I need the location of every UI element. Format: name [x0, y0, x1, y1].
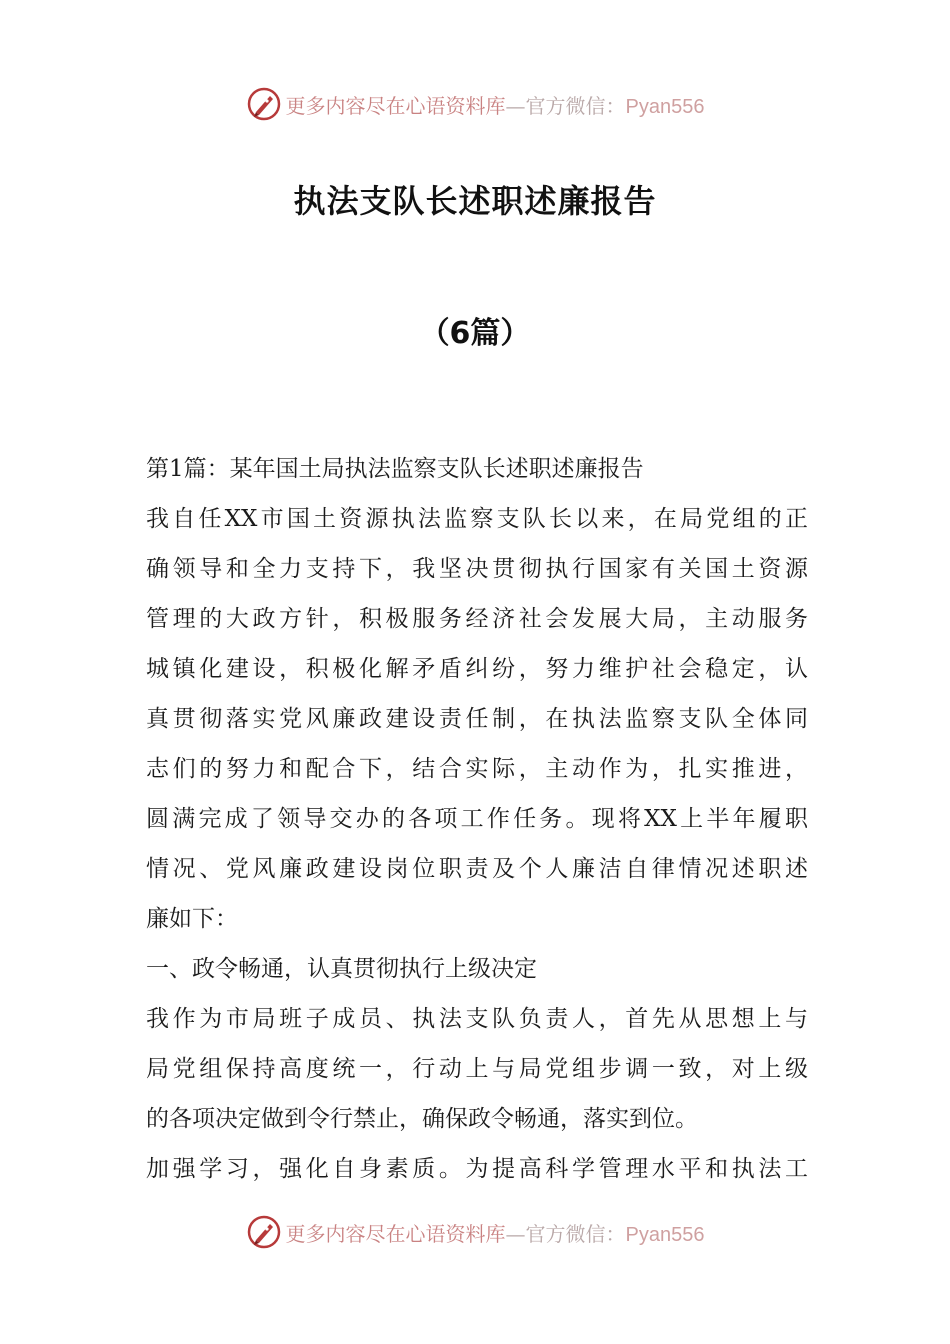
pen-logo-icon — [246, 86, 282, 122]
paragraph-line: 城镇化建设，积极化解矛盾纠纷，努力维护社会稳定，认 — [146, 656, 808, 682]
watermark-brand: 更多内容尽在心语资料库 — [285, 1221, 506, 1246]
document-body — [146, 446, 808, 1196]
watermark-footer — [0, 1210, 950, 1254]
watermark-id: Pyan556 — [625, 1223, 705, 1246]
paragraph-line: 局党组保持高度统一，行动上与局党组步调一致，对上级 — [146, 1056, 808, 1082]
paragraph-line: 圆满完成了领导交办的各项工作任务。现将XX上半年履职 — [146, 806, 808, 832]
paragraph-line: 确领导和全力支持下，我坚决贯彻执行国家有关国土资源 — [146, 556, 808, 582]
watermark-id: Pyan556 — [625, 95, 705, 118]
paragraph-line: 志们的努力和配合下，结合实际，主动作为，扎实推进， — [146, 756, 808, 782]
pen-logo-icon — [246, 1214, 282, 1250]
document-title: 执法支队长述职述廉报告 — [293, 182, 657, 220]
paragraph-line: 我作为市局班子成员、执法支队负责人，首先从思想上与 — [146, 1006, 808, 1032]
section-heading: 第1篇：某年国土局执法监察支队长述职述廉报告 — [146, 456, 644, 482]
watermark-brand: 更多内容尽在心语资料库 — [285, 93, 506, 118]
watermark-text — [286, 1218, 705, 1247]
watermark-contact: 官方微信： — [525, 1221, 626, 1246]
paragraph-line: 廉如下： — [146, 906, 238, 932]
paragraph-line: 我自任XX市国土资源执法监察支队长以来，在局党组的正 — [146, 506, 808, 532]
watermark-separator: — — [505, 1221, 526, 1246]
document-subtitle: （6篇） — [419, 316, 531, 351]
paragraph-line: 管理的大政方针，积极服务经济社会发展大局，主动服务 — [146, 606, 808, 632]
section-heading: 一、政令畅通，认真贯彻执行上级决定 — [146, 956, 537, 982]
paragraph-line: 真贯彻落实党风廉政建设责任制，在执法监察支队全体同 — [146, 706, 808, 732]
paragraph-line: 加强学习，强化自身素质。为提高科学管理水平和执法工 — [146, 1156, 808, 1182]
paragraph-line: 的各项决定做到令行禁止，确保政令畅通，落实到位。 — [146, 1106, 698, 1132]
watermark-text — [286, 90, 705, 119]
watermark-contact: 官方微信： — [525, 93, 626, 118]
paragraph-line: 情况、党风廉政建设岗位职责及个人廉洁自律情况述职述 — [146, 856, 808, 882]
watermark-separator: — — [505, 93, 526, 118]
watermark-header — [0, 82, 950, 126]
